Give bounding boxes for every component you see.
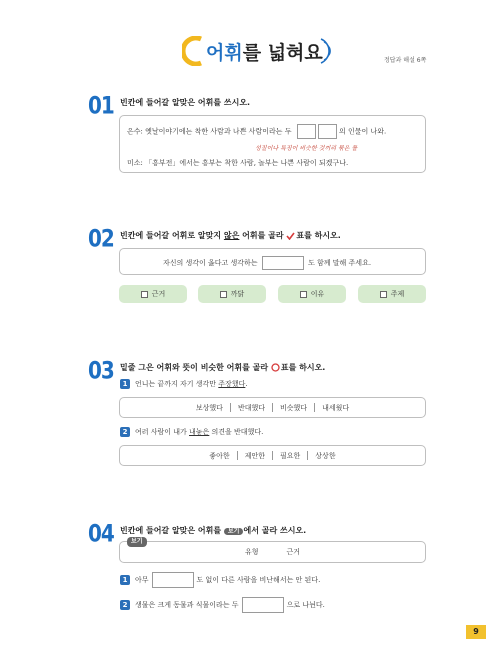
bogi-label: 보기: [127, 537, 147, 547]
q3-item-2-options: [119, 445, 426, 466]
q4-item-1-before: 아무: [135, 576, 149, 584]
q3-item-2: [120, 427, 263, 437]
instr-3b: 표를 하시오.: [280, 363, 326, 372]
question-number-4: 04: [88, 518, 114, 548]
instr-4a: 빈칸에 들어갈 알맞은 어휘를: [120, 526, 224, 535]
q4-item-1-after: 도 없이 다른 사람을 비난해서는 안 된다.: [196, 576, 321, 584]
question-3-instruction: [120, 362, 325, 373]
q4-item-2-before: 생물은 크게 동물과 식물이라는 두: [135, 601, 239, 609]
sentence-2-before: 자신의 생각이 옳다고 생각하는: [163, 259, 258, 267]
bogi-words: [120, 542, 425, 562]
word-option[interactable]: 반대했다: [237, 403, 265, 412]
instr-3a: 밑줄 그은 어휘와 뜻이 비슷한 어휘를 골라: [120, 363, 271, 372]
checkbox-icon[interactable]: [380, 291, 387, 298]
circle-mark-icon: [271, 363, 280, 372]
dialog-line-1-before: 은수: 옛날이야기에는 착한 사람과 나쁜 사람이라는 두: [127, 127, 292, 136]
checkbox-icon[interactable]: [300, 291, 307, 298]
q3-item-1-after: .: [245, 380, 248, 388]
q3-item-2-before: 여러 사람이 내가: [135, 428, 190, 436]
dialog-line-1-after: 의 인물이 나와.: [338, 127, 387, 136]
word-option[interactable]: 좋아한: [209, 451, 230, 460]
divider: [230, 403, 231, 412]
answer-blank-4a[interactable]: [152, 572, 194, 588]
bracket-deco-icon: [319, 36, 341, 66]
sub-number-2: 2: [120, 427, 130, 437]
question-number-3: 03: [88, 355, 114, 385]
question-number-2: 02: [88, 223, 114, 253]
instr-2u: 않은: [223, 231, 240, 240]
divider: [237, 451, 238, 460]
word-option[interactable]: 보상했다: [195, 403, 223, 412]
answer-blank-1b[interactable]: [318, 124, 337, 139]
word-option[interactable]: 상상한: [315, 451, 336, 460]
divider: [272, 451, 273, 460]
instr-2c: 표를 하시오.: [296, 231, 341, 240]
question-2-sentence-box: [119, 248, 426, 275]
q3-item-1: [120, 379, 248, 389]
divider: [307, 451, 308, 460]
q3-item-2-target-word: 내놓은: [189, 428, 210, 436]
choice-label-2: 까닭: [230, 290, 245, 298]
choice-label-3: 이유: [310, 290, 325, 298]
divider: [272, 403, 273, 412]
answer-blank-2[interactable]: [262, 256, 304, 270]
title-rest: 를 넓혀요: [242, 42, 323, 64]
instr-2a: 빈칸에 들어갈 어휘로 알맞지: [120, 231, 224, 240]
sentence-2-after: 도 함께 말해 주세요.: [308, 259, 372, 267]
answer-blank-1a[interactable]: [297, 124, 316, 139]
bogi-word-box: [119, 541, 426, 563]
c-logo-icon: [182, 36, 204, 66]
page-title: [206, 38, 323, 65]
divider: [314, 403, 315, 412]
instr-2b: 어휘를 골라: [239, 231, 287, 240]
question-1-instruction: 빈칸에 들어갈 알맞은 어휘를 쓰시오.: [120, 98, 251, 107]
choice-label-4: 주제: [390, 290, 405, 298]
dialog-line-1: [127, 124, 386, 139]
word-options-row: [120, 398, 425, 417]
word-option[interactable]: 필요한: [280, 451, 301, 460]
q3-item-1-target-word: 주장했다: [218, 380, 246, 388]
question-4-instruction: [120, 525, 306, 537]
q4-item-2-after: 으로 나뉜다.: [286, 601, 325, 609]
choice-option-2[interactable]: [198, 285, 266, 303]
dialog-line-2: 미소: 「흥부전」에서는 흥부는 착한 사람, 놀부는 나쁜 사람이 되겠구나.: [127, 159, 349, 167]
word-options-row: [120, 446, 425, 465]
q4-item-1: [120, 572, 320, 588]
word-option[interactable]: 제안한: [244, 451, 265, 460]
question-2-instruction: [120, 230, 341, 241]
page-header: [182, 34, 342, 70]
sub-number-1: 1: [120, 575, 130, 585]
bogi-word-1: 유형: [244, 548, 259, 556]
answer-blank-4b[interactable]: [242, 597, 284, 613]
checkbox-icon[interactable]: [220, 291, 227, 298]
question-number-1: 01: [88, 90, 114, 120]
choice-label-1: 근거: [151, 290, 166, 298]
q3-item-1-before: 언니는 끝까지 자기 생각만: [135, 380, 219, 388]
word-option[interactable]: 비슷했다: [280, 403, 308, 412]
bogi-word-2: 근거: [286, 548, 301, 556]
question-1-dialog-box: [119, 115, 426, 173]
word-option[interactable]: 내세웠다: [322, 403, 350, 412]
choice-option-4[interactable]: [358, 285, 426, 303]
choice-option-3[interactable]: [278, 285, 346, 303]
q3-item-2-after: 의견을 반대했다.: [209, 428, 264, 436]
instr-4b: 에서 골라 쓰시오.: [243, 526, 307, 535]
bogi-inline-tag: 보기: [224, 528, 244, 535]
checkbox-icon[interactable]: [141, 291, 148, 298]
q3-item-1-options: [119, 397, 426, 418]
q4-item-2: [120, 597, 325, 613]
sub-number-1: 1: [120, 379, 130, 389]
choice-option-1[interactable]: [119, 285, 187, 303]
sub-number-2: 2: [120, 600, 130, 610]
question-2-sentence: [163, 256, 371, 270]
meaning-hint: 성질이나 특징이 비슷한 것끼리 묶은 틀: [255, 145, 358, 152]
title-highlight: 어휘: [206, 42, 243, 64]
answer-page-ref: 정답과 해설 6쪽: [384, 57, 427, 64]
page-number: 9: [466, 625, 486, 639]
check-mark-icon: [286, 232, 295, 240]
